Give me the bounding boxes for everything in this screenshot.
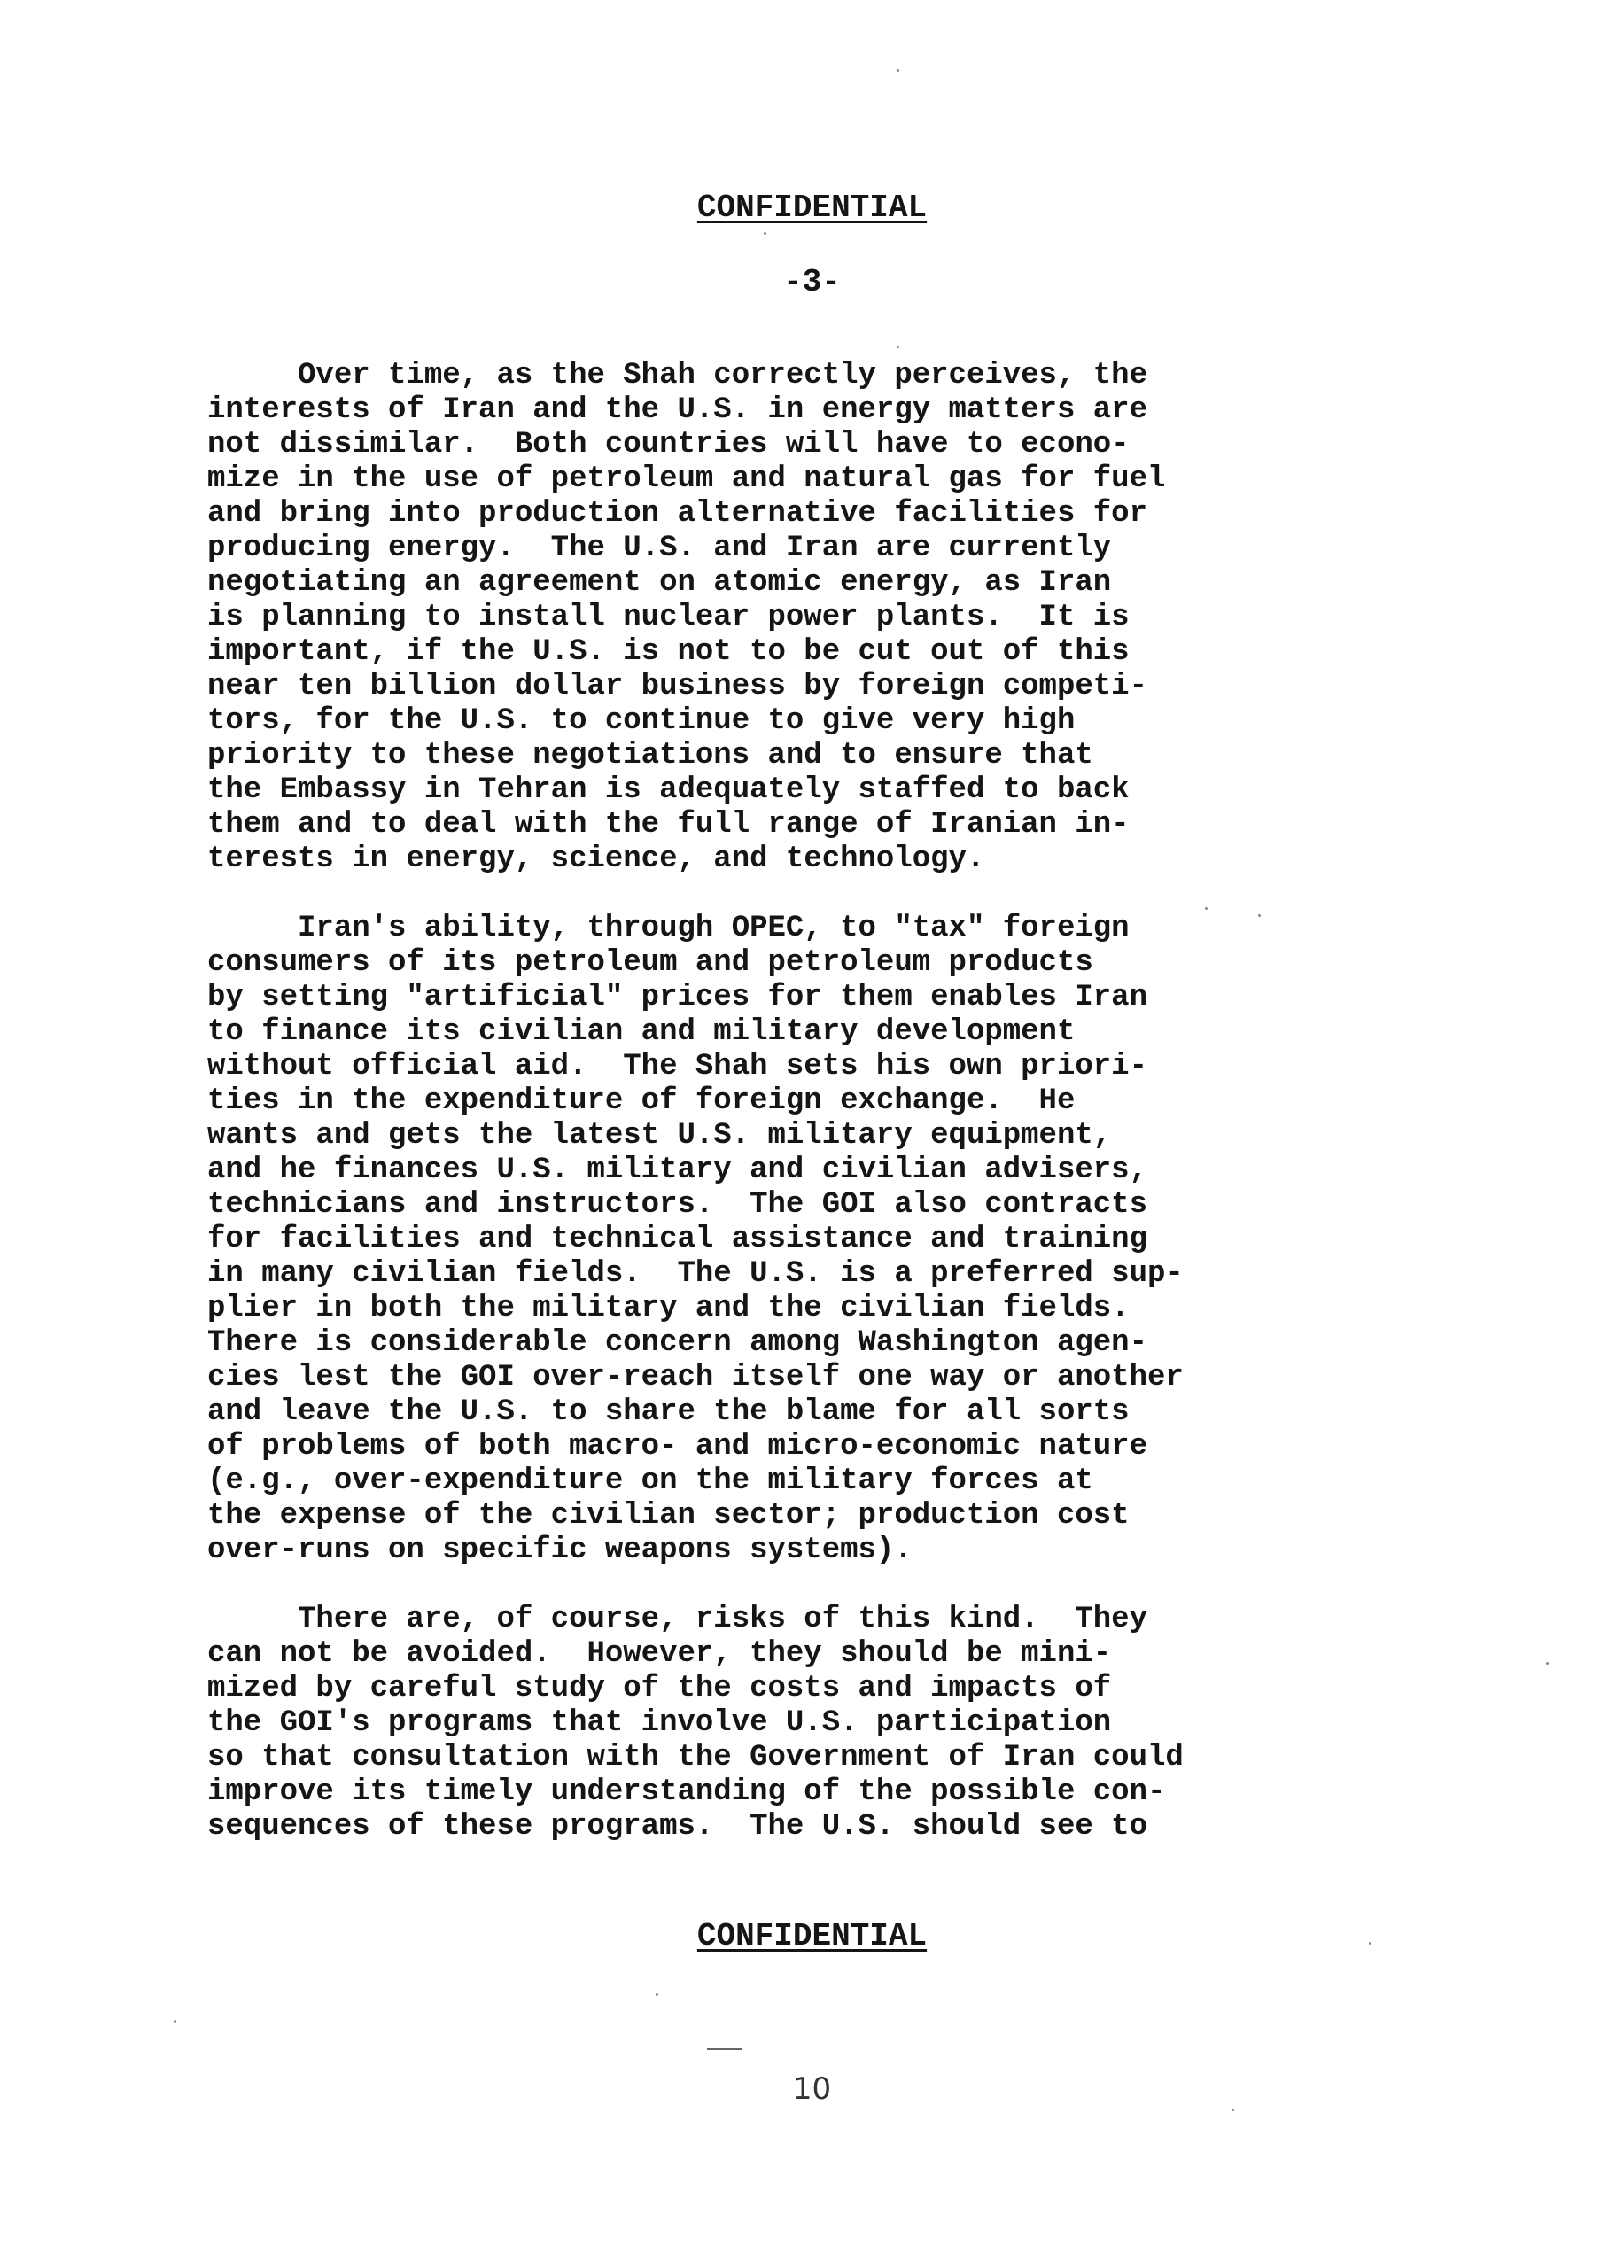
paragraph-risks	[207, 1603, 1359, 1845]
scan-speck	[764, 232, 766, 235]
text-line: without official aid. The Shah sets his own priori-	[207, 1050, 1147, 1084]
text-line: them and to deal with the full range of Iranian in-	[207, 808, 1130, 842]
scan-speck	[174, 2020, 176, 2023]
text-line: wants and gets the latest U.S. military equipment,	[207, 1119, 1112, 1153]
text-line: near ten billion dollar business by foreign competi-	[207, 670, 1147, 703]
text-line: Iran's ability, through OPEC, to "tax" foreign	[207, 912, 1130, 945]
text-line: consumers of its petroleum and petroleum products	[207, 946, 1093, 980]
scan-speck	[1546, 1662, 1549, 1665]
text-line: the expense of the civilian sector; production cost	[207, 1499, 1130, 1533]
text-line: improve its timely understanding of the possible con-	[207, 1775, 1166, 1809]
body-text	[207, 359, 1359, 1879]
text-line: can not be avoided. However, they should be mini-	[207, 1637, 1112, 1671]
text-line: and bring into production alternative facilities for	[207, 497, 1147, 531]
classification-header: CONFIDENTIAL	[696, 190, 928, 226]
text-line: priority to these negotiations and to ensure that	[207, 739, 1093, 773]
text-line: ties in the expenditure of foreign exchange. He	[207, 1084, 1076, 1118]
text-line: (e.g., over-expenditure on the military forces at	[207, 1464, 1093, 1498]
scan-speck	[897, 69, 899, 72]
footer-dash	[707, 2048, 742, 2050]
text-line: There are, of course, risks of this kind. They	[207, 1603, 1147, 1636]
text-line: technicians and instructors. The GOI also contracts	[207, 1188, 1147, 1222]
scan-speck	[656, 1993, 658, 1996]
text-line: and leave the U.S. to share the blame for all sorts	[207, 1395, 1130, 1429]
text-line: sequences of these programs. The U.S. should see to	[207, 1810, 1147, 1844]
text-line: tors, for the U.S. to continue to give very high	[207, 704, 1076, 738]
text-line: to finance its civilian and military development	[207, 1015, 1076, 1049]
text-line: so that consultation with the Government of Iran could	[207, 1741, 1184, 1775]
text-line: plier in both the military and the civilian fields.	[207, 1292, 1130, 1325]
text-line: Over time, as the Shah correctly perceives, the	[207, 359, 1147, 392]
text-line: of problems of both macro- and micro-economic nature	[207, 1430, 1147, 1464]
text-line: producing energy. The U.S. and Iran are currently	[207, 532, 1112, 565]
text-line: and he finances U.S. military and civilian advisers,	[207, 1153, 1147, 1187]
scan-speck	[897, 346, 899, 348]
text-line: There is considerable concern among Washington agen-	[207, 1326, 1147, 1360]
text-line: mized by careful study of the costs and impacts of	[207, 1672, 1112, 1705]
scan-speck	[1258, 914, 1261, 917]
text-line: the Embassy in Tehran is adequately staffed to back	[207, 773, 1130, 807]
text-line: by setting "artificial" prices for them enables Iran	[207, 981, 1147, 1014]
text-line: interests of Iran and the U.S. in energy matters are	[207, 393, 1147, 427]
text-line: mize in the use of petroleum and natural gas for fuel	[207, 462, 1166, 496]
text-line: important, if the U.S. is not to be cut out of this	[207, 635, 1130, 669]
scan-speck	[1205, 907, 1208, 910]
text-line: is planning to install nuclear power plants. It is	[207, 601, 1130, 634]
text-line: the GOI's programs that involve U.S. participation	[207, 1706, 1112, 1740]
classification-footer: CONFIDENTIAL	[696, 1918, 928, 1954]
paragraph-energy-interests	[207, 359, 1359, 877]
text-line: for facilities and technical assistance and training	[207, 1223, 1147, 1256]
scan-speck	[1232, 2109, 1234, 2111]
text-line: negotiating an agreement on atomic energy, as Iran	[207, 566, 1112, 600]
scan-speck	[1369, 1942, 1371, 1945]
text-line: in many civilian fields. The U.S. is a preferred sup-	[207, 1257, 1184, 1291]
footer-page-number: 10	[792, 2071, 832, 2107]
text-line: over-runs on specific weapons systems).	[207, 1534, 913, 1567]
text-line: not dissimilar. Both countries will have to econo-	[207, 428, 1130, 462]
text-line: terests in energy, science, and technology.	[207, 843, 985, 876]
page-marker: -3-	[783, 264, 841, 300]
paragraph-opec-finance	[207, 912, 1359, 1568]
text-line: cies lest the GOI over-reach itself one way or another	[207, 1361, 1184, 1394]
